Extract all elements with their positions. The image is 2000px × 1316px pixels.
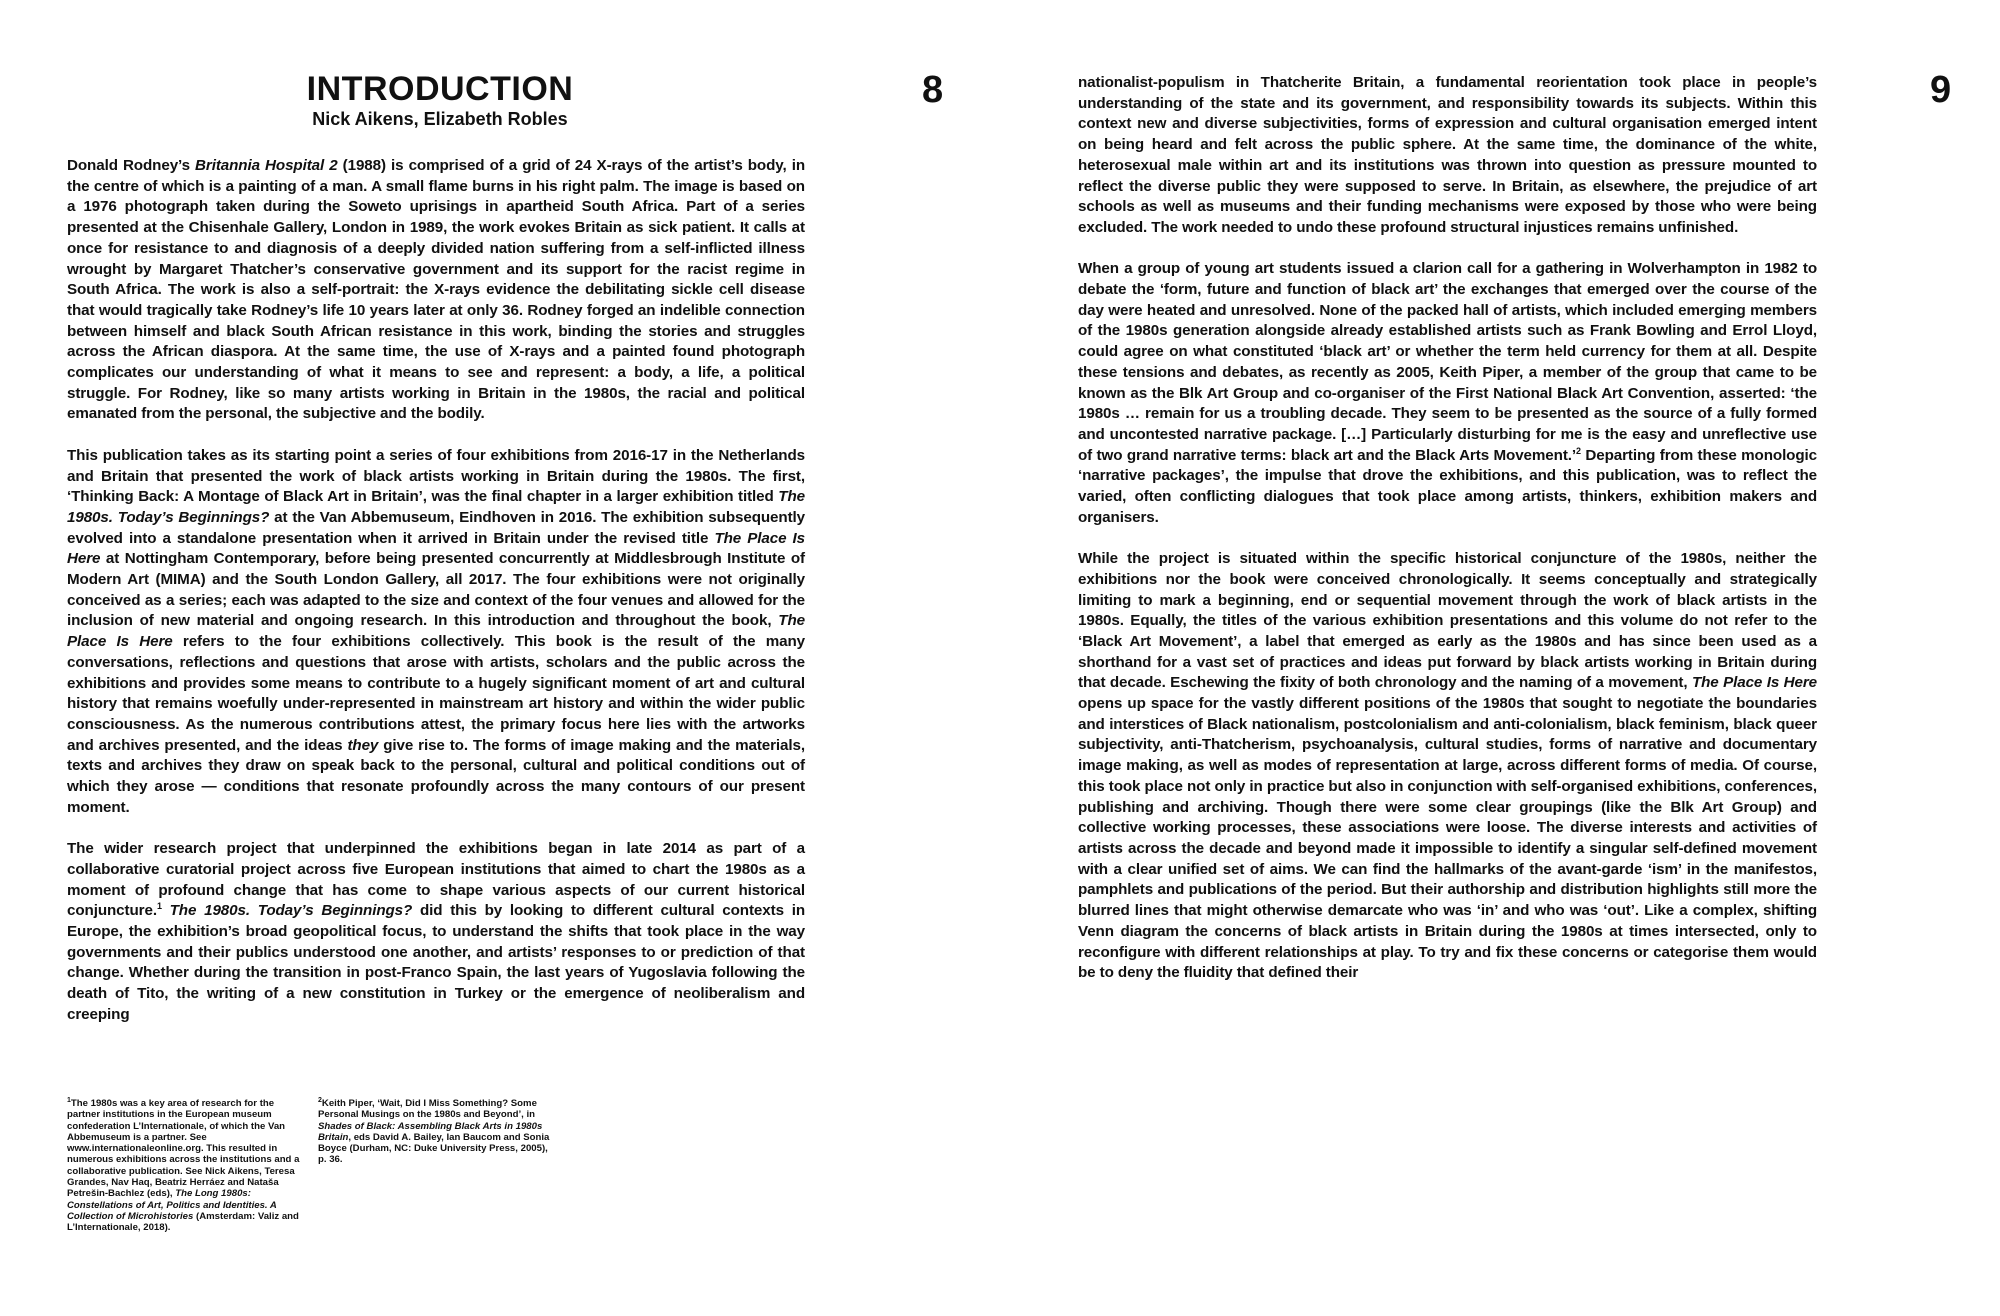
footnote-ref-1[interactable]: 1 (156, 901, 162, 912)
book-title: Shades of Black: Assembling Black Arts in 1980s Britain (318, 1120, 543, 1143)
paragraph-2 (67, 446, 805, 819)
right-body-text (1078, 73, 1817, 1005)
footnote-number: 2 (318, 1096, 322, 1104)
exhibition-title: The 1980s. Today’s Beginnings? (169, 902, 413, 920)
footnote-text: , eds David A. Bailey, Ian Baucom and Sonia Boyce (Durham, NC: Duke University Press, 2005), p. 36. (318, 1131, 550, 1166)
text-run: Departing from these monologic ‘narrative packages’, the impulse that drove the exhibitions, and this publication, was to reflect the varied, often conflicting dialogues that took place among artists, thinkers, exhibition makers and organisers. (1078, 446, 1818, 526)
text-run: The wider research project that underpinned the exhibitions began in late 2014 as part of a collaborative curatorial project across five European institutions that aimed to chart the 1980s as a moment of profound change that has come to shape various aspects of our current historical conjuncture. (67, 840, 805, 920)
paragraph-3 (67, 839, 805, 1025)
text-run: When a group of young art students issued a clarion call for a gathering in Wolverhampton in 1982 to debate the ‘form, future and function of black art’ the exchanges that emerged over the course of the day were heated and unresolved. None of the packed hall of artists, which included emerging members of the 1980s generation alongside already established artists such as Frank Bowling and Errol Lloyd, could agree on what constituted ‘black art’ or whether the term held currency for them at all. Despite these tensions and debates, as recently as 2005, Keith Piper, a member of the group that came to be known as the Blk Art Group and co-organiser of the First National Black Art Convention, asserted: ‘the 1980s … remain for us a troubling decade. They seem to be presented as the source of a fully formed and uncontested narrative package. […] Particularly disturbing for me is the easy and unreflective use of two grand narrative terms: black art and the Black Arts Movement.’ (1078, 260, 1817, 464)
exhibition-title: The Place Is Here (67, 612, 805, 651)
chapter-authors: Nick Aikens, Elizabeth Robles (312, 109, 568, 129)
text-run: (1988) is comprised of a grid of 24 X-rays of the artist’s body, in the centre of which is a painting of a man. A small flame burns in his right palm. The image is based on a 1976 photograph taken during the Soweto uprisings in apartheid South Africa. Part of a series presented at the Chisenhale Gallery, London in 1989, the work evokes Britain as sick patient. It calls at once for resistance to and diagnosis of a deeply divided nation suffering from a self-inflicted illness wrought by Margaret Thatcher’s conservative government and its support for the racist regime in South Africa. The work is also a self-portrait: the X-rays evidence the debilitating sickle cell disease that would tragically take Rodney’s life 10 years later at only 36. Rodney forged an indelible connection between himself and black South African resistance in this work, binding the stories and struggles across the African diaspora. At the same time, the use of X-rays and a painted found photograph complicates our understanding of what it means to see and represent: a body, a life, a political struggle. For Rodney, like so many artists working in Britain in the 1980s, the racial and political emanated from the personal, the subjective and the bodily. (67, 157, 805, 423)
text-run: at Nottingham Contemporary, before being presented concurrently at Middlesbrough Institute of Modern Art (MIMA) and the South London Gallery, all 2017. The four exhibitions were not originally conceived as a series; each was adapted to the size and context of the four venues and allowed for the inclusion of new material and ongoing research. In this introduction and throughout the book, (67, 550, 805, 630)
exhibition-title: The Place Is Here (67, 529, 805, 568)
footnote-text: Keith Piper, ‘Wait, Did I Miss Something? Some Personal Musings on the 1980s and Beyond’, in (318, 1098, 537, 1121)
footnote-text: (Amsterdam: Valiz and L’Internationale, 2018). (67, 1210, 299, 1234)
text-run: opens up space for the vastly different positions of the 1980s that sought to negotiate the boundaries and interstices of Black nationalism, postcolonialism and anti-colonialism, black feminism, black queer subjectivity, anti-Thatcherism, psychoanalysis, cultural studies, forms of narrative and documentary image making, as well as modes of representation at large, across different forms of media. Of course, this took place not only in practice but also in conjunction with self-organised exhibitions, conferences, publishing and archiving. Though there were some clear groupings (like the Blk Art Group) and collective working processes, these associations were loose. The diverse interests and activities of artists across the decade and beyond made it impossible to identify a singular self-defined movement with a clear unified set of aims. We can find the hallmarks of the avant-garde ‘ism’ in the manifestos, pamphlets and publications of the period. But their authorship and distribution highlights still more the blurred lines that might otherwise demarcate who was ‘in’ and who was ‘out’. Like a complex, shifting Venn diagram the concerns of black artists in Britain during the 1980s at times intersected, only to reconfigure with different relationships at play. To try and fix these concerns or categorise them would be to deny the fluidity that defined their (1078, 695, 1817, 982)
text-run: Donald Rodney’s (67, 157, 196, 174)
emphasis: they (347, 736, 379, 754)
paragraph-6 (1078, 549, 1817, 984)
text-run: While the project is situated within the specific historical conjuncture of the 1980s, neither the exhibitions nor the book were conceived chronologically. It seems conceptually and strategically limiting to mark a beginning, end or sequential movement through the work of black artists in the 1980s. Equally, the titles of the various exhibition presentations and this volume do not refer to the ‘Black Art Movement’, a label that emerged as early as the 1980s and has since been used as a shorthand for a vast set of practices and ideas put forward by black artists working in Britain during that decade. Eschewing the fixity of both chronology and the naming of a movement, (1078, 550, 1817, 692)
exhibition-title: The 1980s. Today’s Beginnings? (67, 488, 805, 526)
text-run: at the Van Abbemuseum, Eindhoven in 2016. The exhibition subsequently evolved into a standalone presentation when it arrived in Britain under the revised title (67, 508, 806, 547)
chapter-title: INTRODUCTION (306, 70, 574, 108)
page-number-left: 8 (922, 69, 944, 111)
footnote-2 (318, 1098, 558, 1166)
text-run (162, 902, 170, 919)
page-number-right: 9 (1930, 69, 1952, 111)
text-run: did this by looking to different cultural contexts in Europe, the exhibition’s broad geopolitical focus, to understand the shifts that took place in the way governments and their publics understood one another, and artists’ responses to or prediction of that change. Whether during the transition in post-Franco Spain, the last years of Yugoslavia following the death of Tito, the writing of a new constitution in Turkey or the emergence of neoliberalism and creeping (67, 902, 805, 1023)
text-run: give rise to. The forms of image making and the materials, texts and archives they draw on speak back to the personal, cultural and political conditions out of which they arose — conditions that resonate profoundly across the many contours of our present moment. (67, 736, 805, 816)
artwork-title: Britannia Hospital 2 (195, 157, 338, 174)
paragraph-4: nationalist-populism in Thatcherite Britain, a fundamental reorientation took place in people’s understanding of the state and its government, and responsibility towards its subjects. Within this context new and diverse subjectivities, forms of expression and cultural organisation emerged intent on being heard and felt across the public sphere. At the same time, the dominance of the white, heterosexual male within art and its institutions was thrown into question as pressure mounted to reflect the diverse public they were supposed to serve. In Britain, as elsewhere, the prejudice of art schools as well as museums and their funding mechanisms were exposed by those who were being excluded. The work needed to undo these profound structural injustices remains unfinished. (1078, 74, 1817, 236)
footnote-ref-2[interactable]: 2 (1576, 445, 1581, 456)
footnote-1 (67, 1098, 307, 1234)
title-block (300, 70, 580, 130)
footnote-number: 1 (67, 1096, 71, 1104)
text-run: This publication takes as its starting point a series of four exhibitions from 2016-17 in the Netherlands and Britain that presented the work of black artists working in Britain during the 1980s. The first, ‘Thinking Back: A Montage of Black Art in Britain’, was the final chapter in a larger exhibition titled (67, 446, 805, 506)
book-title: The Long 1980s: Constellations of Art, Politics and Identities. A Collection of Microhistories (67, 1188, 277, 1222)
footnote-text: The 1980s was a key area of research for the partner institutions in the European museum confederation L’Internationale, of which the Van Abbemuseum is a partner. See www.internationaleonline.org. This resulted in numerous exhibitions across the institutions and a collaborative publication. See Nick Aikens, Teresa Grandes, Nav Haq, Beatriz Herráez and Nataša Petrešin-Bachlez (eds), (67, 1098, 300, 1200)
paragraph-5 (1078, 259, 1817, 528)
text-run: refers to the four exhibitions collectively. This book is the result of the many conversations, reflections and questions that arose with artists, scholars and the public across the exhibitions and provides some means to contribute to a hugely significant moment of art and cultural history that remains woefully under-represented in mainstream art history and within the wider public consciousness. As the numerous contributions attest, the primary focus here lies with the artworks and archives presented, and the ideas (67, 633, 805, 754)
exhibition-title: The Place Is Here (1691, 674, 1817, 692)
right-page (1000, 0, 2000, 1316)
paragraph-1 (67, 156, 805, 425)
left-body-text (67, 156, 805, 1046)
